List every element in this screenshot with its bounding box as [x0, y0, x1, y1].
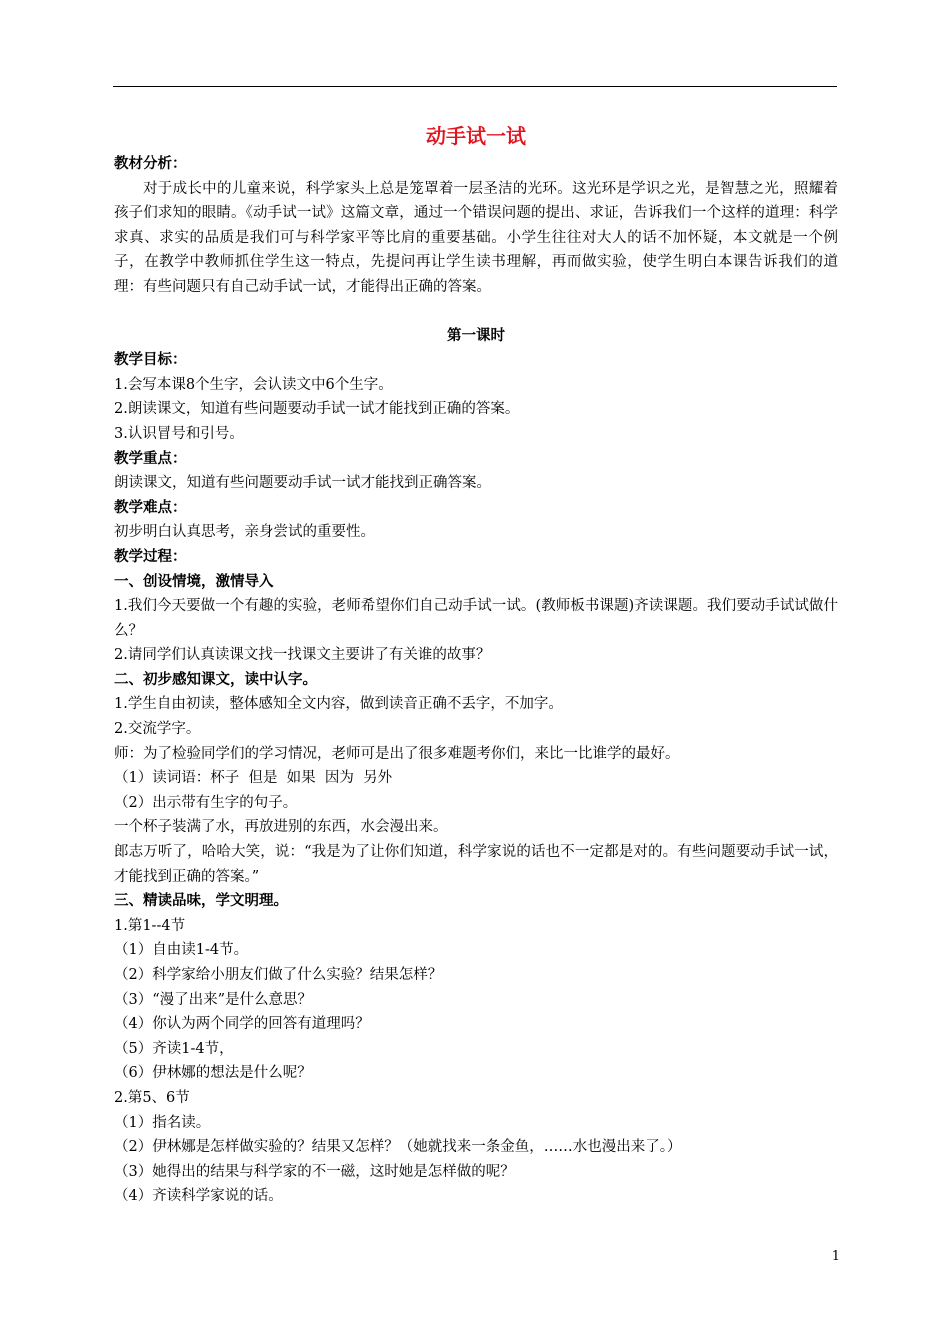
difficulty-text: 初步明白认真思考，亲身尝试的重要性。 — [114, 524, 375, 541]
goals-heading: 教学目标： — [114, 352, 187, 369]
document-body — [114, 122, 838, 1209]
goal-item: 2.朗读课文，知道有些问题要动手试一试才能找到正确的答案。 — [114, 401, 520, 418]
analysis-paragraph: 对于成长中的儿童来说，科学家头上总是笼罩着一层圣洁的光环。这光环是学识之光，是智慧之光，照耀着孩子们求知的眼睛。《动手试一试》这篇文章，通过一个错误问题的提出、求证，告诉我们一个这样的道理：科学求真、求实的品质是我们可与科学家平等比肩的重要基础。小学生往往对大人的话不加怀疑，本文就是一个例子，在教学中教师抓住学生这一特点，先提问再让学生读书理解，再而做实验，使学生明白本课告诉我们的道理：有些问题只有自己动手试一试，才能得出正确的答案。 — [114, 180, 838, 295]
section2-item: （1）读词语：杯子 但是 如果 因为 另外 — [114, 770, 393, 787]
process-heading: 教学过程： — [114, 548, 187, 565]
header-rule — [113, 86, 837, 87]
section3-item: （1）指名读。 — [114, 1114, 211, 1131]
section3-item: （6）伊林娜的想法是什么呢？ — [114, 1065, 312, 1082]
section1-heading: 一、创设情境，激情导入 — [114, 573, 274, 590]
difficulty-heading: 教学难点： — [114, 499, 187, 516]
section3-item: （4）齐读科学家说的话。 — [114, 1188, 283, 1205]
goal-item: 1.会写本课8个生字，会认读文中6个生字。 — [114, 376, 393, 393]
section3-item: 2.第5、6节 — [114, 1089, 190, 1106]
section3-item: （2）伊林娜是怎样做实验的？结果又怎样？（她就找来一条金鱼，……水也漫出来了。） — [114, 1139, 682, 1156]
section2-item: 郎志万听了，哈哈大笑，说：“我是为了让你们知道，科学家说的话也不一定都是对的。有些问题要动手试一试，才能找到正确的答案。” — [114, 844, 838, 885]
document-title: 动手试一试 — [426, 124, 526, 148]
section1-item: 1.我们今天要做一个有趣的实验，老师希望你们自己动手试一试。(教师板书课题)齐读课题。我们要动手试试做什么？ — [114, 598, 838, 639]
section2-heading: 二、初步感知课文，读中认字。 — [114, 671, 317, 688]
page-number: 1 — [831, 1249, 840, 1264]
section3-item: （4）你认为两个同学的回答有道理吗？ — [114, 1016, 370, 1033]
goal-item: 3.认识冒号和引号。 — [114, 425, 244, 442]
section3-heading: 三、精读品味，学文明理。 — [114, 893, 288, 910]
section2-item: 1.学生自由初读，整体感知全文内容，做到读音正确不丢字，不加字。 — [114, 696, 563, 713]
spacer — [114, 300, 838, 324]
section3-item: 1.第1--4节 — [114, 917, 186, 934]
section3-item: （3）“漫了出来”是什么意思？ — [114, 991, 313, 1008]
section2-item: 师：为了检验同学们的学习情况，老师可是出了很多难题考你们，来比一比谁学的最好。 — [114, 745, 680, 762]
section3-item: （1）自由读1-4节。 — [114, 942, 249, 959]
section3-item: （3）她得出的结果与科学家的不一磁，这时她是怎样做的呢？ — [114, 1163, 515, 1180]
key-heading: 教学重点： — [114, 450, 187, 467]
section3-item: （2）科学家给小朋友们做了什么实验？结果怎样？ — [114, 967, 443, 983]
section1-item: 2.请同学们认真读课文找一找课文主要讲了有关谁的故事？ — [114, 647, 491, 664]
section2-item: 2.交流学字。 — [114, 721, 201, 738]
section2-item: 一个杯子装满了水，再放进别的东西，水会漫出来。 — [114, 819, 448, 836]
analysis-heading: 教材分析： — [114, 156, 187, 172]
key-text: 朗读课文，知道有些问题要动手试一试才能找到正确答案。 — [114, 475, 491, 492]
section3-item: （5）齐读1-4节， — [114, 1040, 234, 1057]
lesson-title: 第一课时 — [447, 327, 505, 344]
section2-item: （2）出示带有生字的句子。 — [114, 794, 298, 811]
